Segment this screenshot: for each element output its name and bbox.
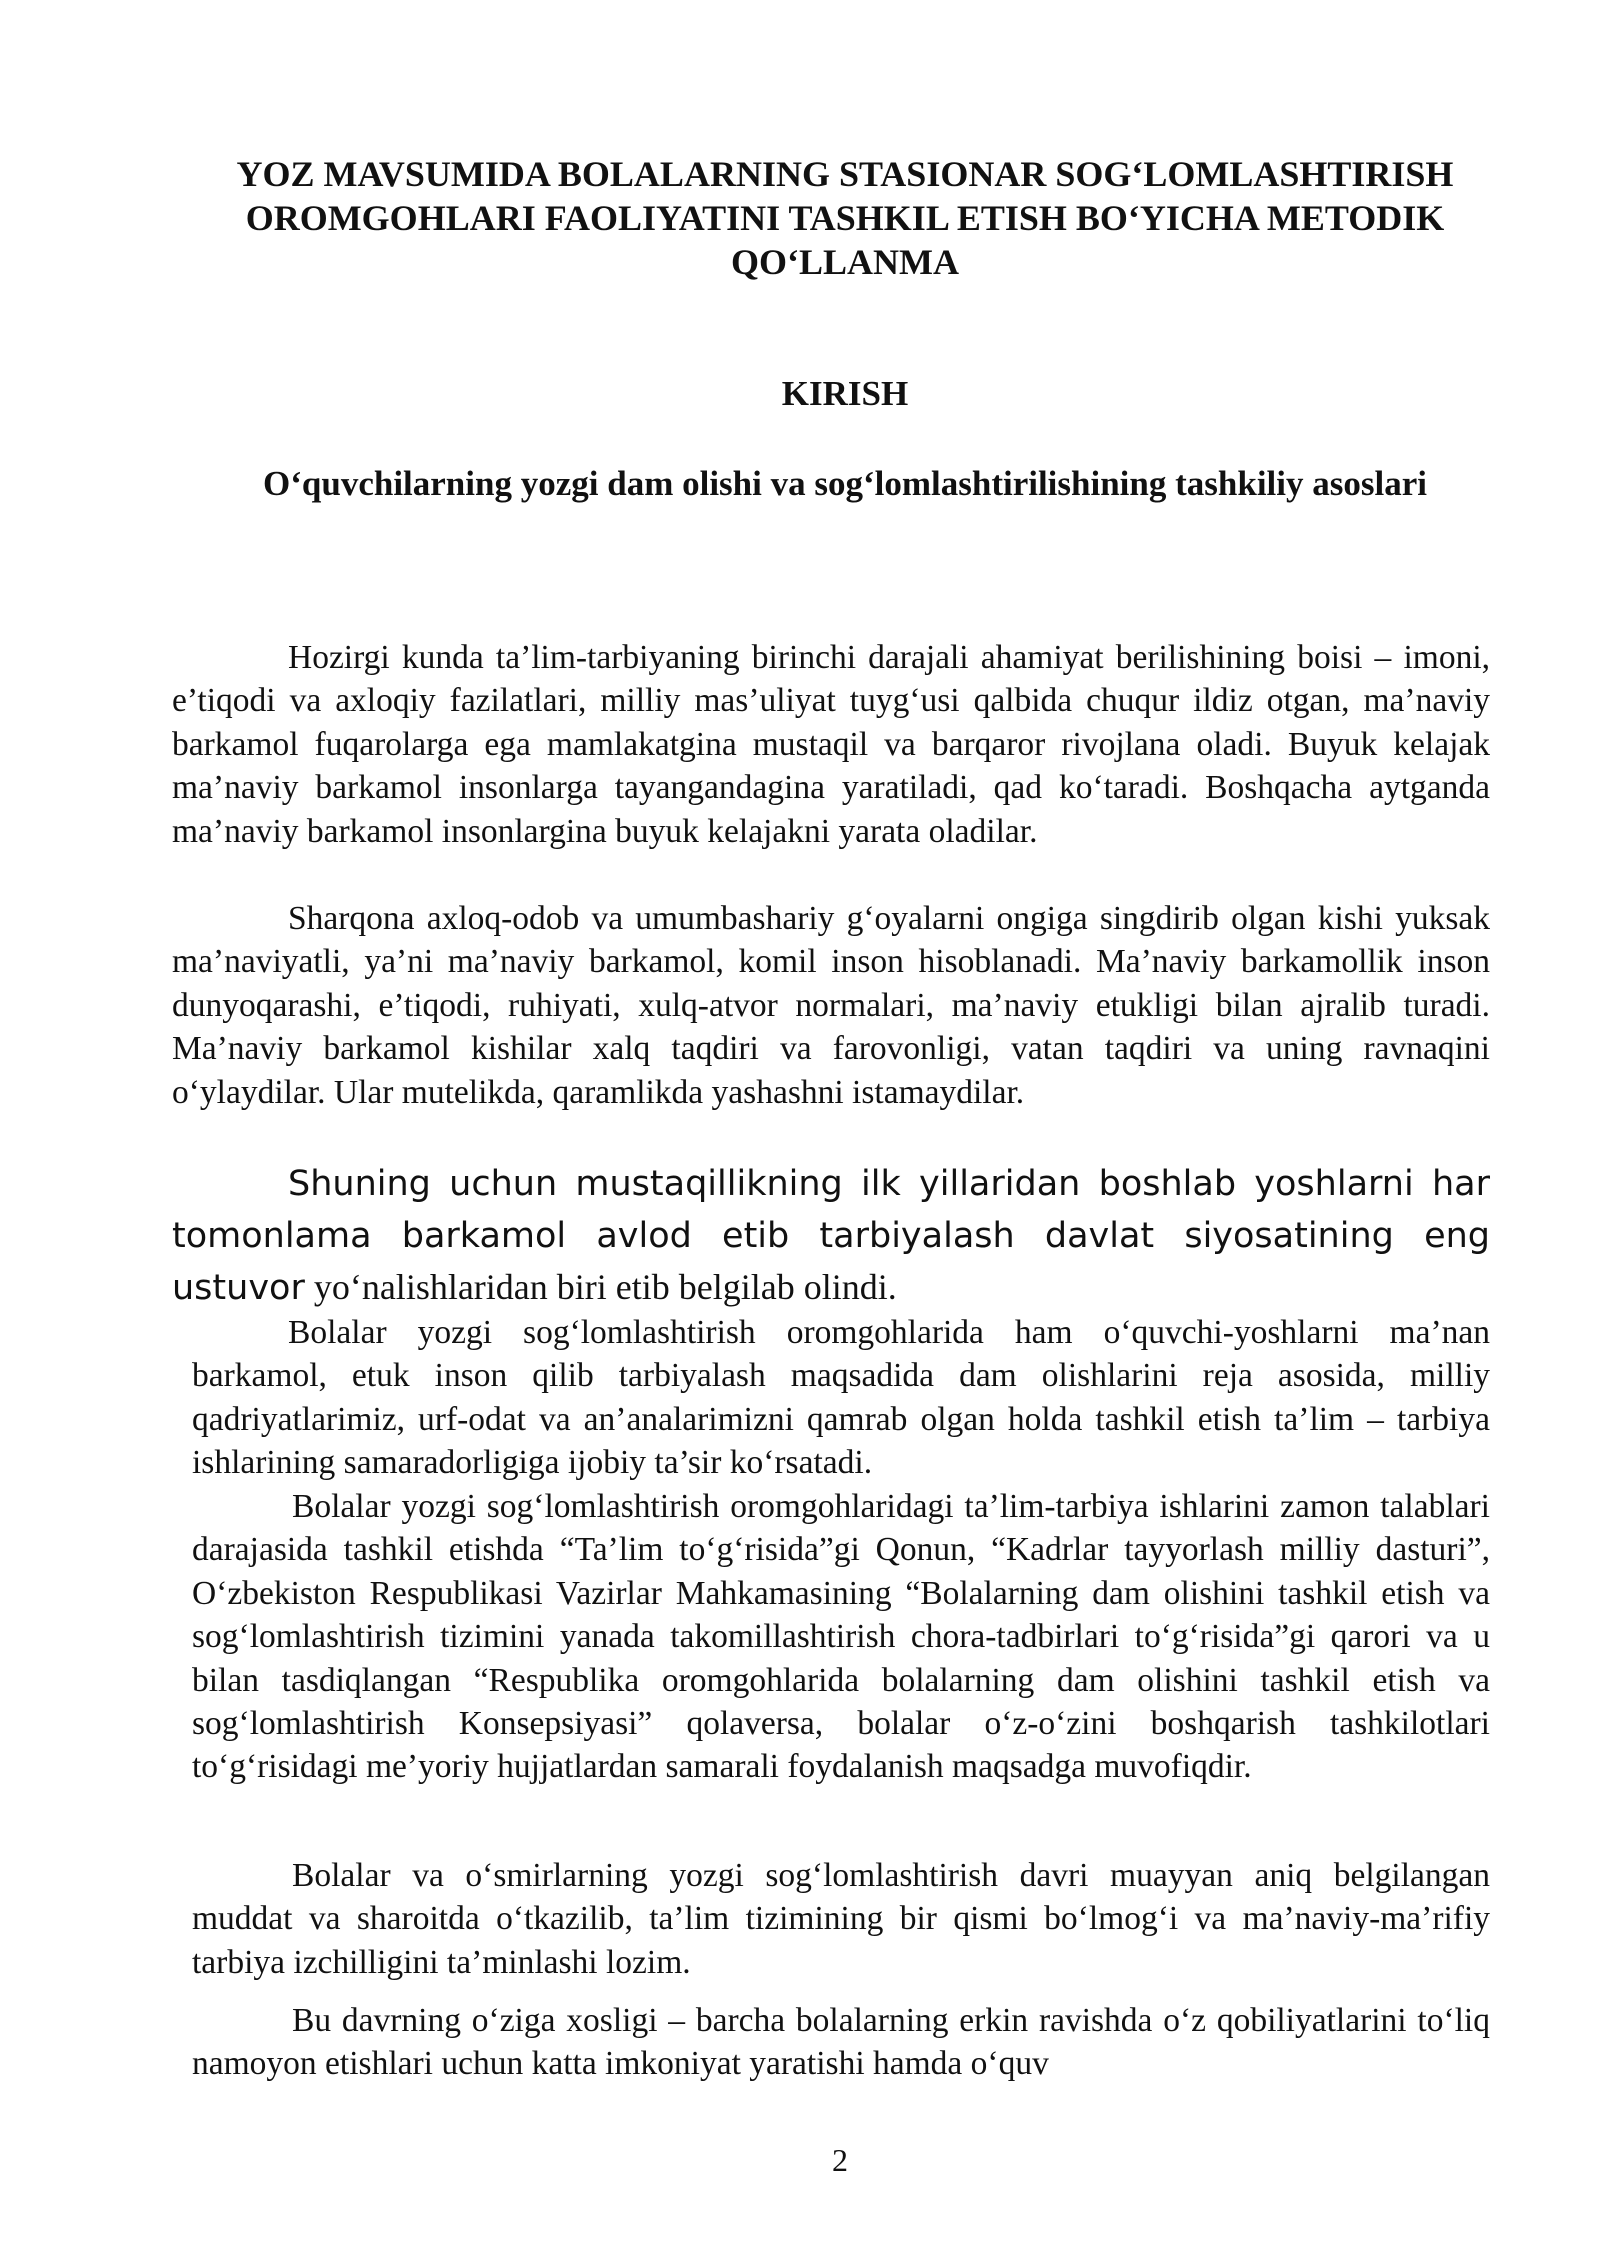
- paragraph-3-serif-text: yo‘nalishlaridan biri etib belgilab olindi.: [304, 1267, 897, 1307]
- paragraph-5: Bolalar yozgi sog‘lomlashtirish oromgohlaridagi ta’lim-tarbiya ishlarini zamon talablari darajasida tashkil etishda “Ta’lim to‘g‘risida”gi Qonun, “Kadrlar tayyorlash milliy dasturi”, O‘zbekiston Respublikasi Vazirlar Mahkamasining “Bolalarning dam olishini tashkil etish va sog‘lomlashtirish tizimini yanada takomillashtirish chora-tadbirlari to‘g‘risida”gi qarori va u bilan tasdiqlangan “Respublika oromgohlarida bolalarning dam olishini tashkil etish va sog‘lomlashtirish Konsepsiyasi” qolaversa, bolalar o‘z-o‘zini boshqarish tashkilotlari to‘g‘risidagi me’yoriy hujjatlardan samarali foydalanish maqsadga muvofiqdir.: [192, 1488, 1490, 1786]
- paragraph-7: Bu davrning o‘ziga xosligi – barcha bolalarning erkin ravishda o‘z qobiliyatlarini to‘liq namoyon etishlari uchun katta imkoniyat yaratishi hamda o‘quv: [192, 2002, 1490, 2083]
- paragraph-2: Sharqona axloq-odob va umumbashariy g‘oyalarni ongiga singdirib olgan kishi yuksak ma’naviyatli, ya’ni ma’naviy barkamol, komil inson hisoblanadi. Ma’naviy barkamollik inson dunyoqarashi, e’tiqodi, ruhiyati, xulq-atvor normalari, ma’naviy etukligi bilan ajralib turadi. Ma’naviy barkamol kishilar xalq taqdiri va farovonligi, vatan taqdiri va uning ravnaqini o‘ylaydilar. Ular mutelikda, qaramlikda yashashni istamaydilar.: [172, 900, 1490, 1111]
- paragraph-3: [172, 1158, 1490, 1314]
- paragraph-6: Bolalar va o‘smirlarning yozgi sog‘lomlashtirish davri muayyan aniq belgilangan muddat va sharoitda o‘tkazilib, ta’lim tizimining bir qismi bo‘lmog‘i va ma’naviy-ma’rifiy tarbiya izchilligini ta’minlashi lozim.: [192, 1857, 1490, 1981]
- paragraph-4: Bolalar yozgi sog‘lomlashtirish oromgohlarida ham o‘quvchi-yoshlarni ma’nan barkamol, etuk inson qilib tarbiyalash maqsadida dam olishlarini reja asosida, milliy qadriyatlarimiz, urf-odat va an’analarimizni qamrab olgan holda tashkil etish ta’lim – tarbiya ishlarining samaradorligiga ijobiy ta’sir ko‘rsatadi.: [192, 1314, 1490, 1482]
- section-heading: KIRISH: [781, 374, 909, 413]
- page-number: 2: [832, 2142, 848, 2178]
- paragraph-3-sans-text: Shuning uchun mustaqillikning ilk yillaridan boshlab yoshlarni har tomonlama barkamol avlod etib tarbiyalash davlat siyosatining eng ustuvor: [172, 1164, 1490, 1308]
- section-subheading: O‘quvchilarning yozgi dam olishi va sog‘lomlashtirilishining tashkiliy asoslari: [263, 464, 1427, 503]
- document-title: YOZ MAVSUMIDA BOLALARNING STASIONAR SOG‘LOMLASHTIRISH OROMGOHLARI FAOLIYATINI TASHKIL ETISH BO‘YICHA METODIK QO‘LLANMA: [236, 154, 1454, 282]
- paragraph-1: Hozirgi kunda ta’lim-tarbiyaning birinchi darajali ahamiyat berilishining boisi – imoni, e’tiqodi va axloqiy fazilatlari, milliy mas’uliyat tuyg‘usi qalbida chuqur ildiz otgan, ma’naviy barkamol fuqarolarga ega mamlakatgina mustaqil va barqaror rivojlana oladi. Buyuk kelajak ma’naviy barkamol insonlarga tayangandagina yaratiladi, qad ko‘taradi. Boshqacha aytganda ma’naviy barkamol insonlargina buyuk kelajakni yarata oladilar.: [172, 639, 1490, 850]
